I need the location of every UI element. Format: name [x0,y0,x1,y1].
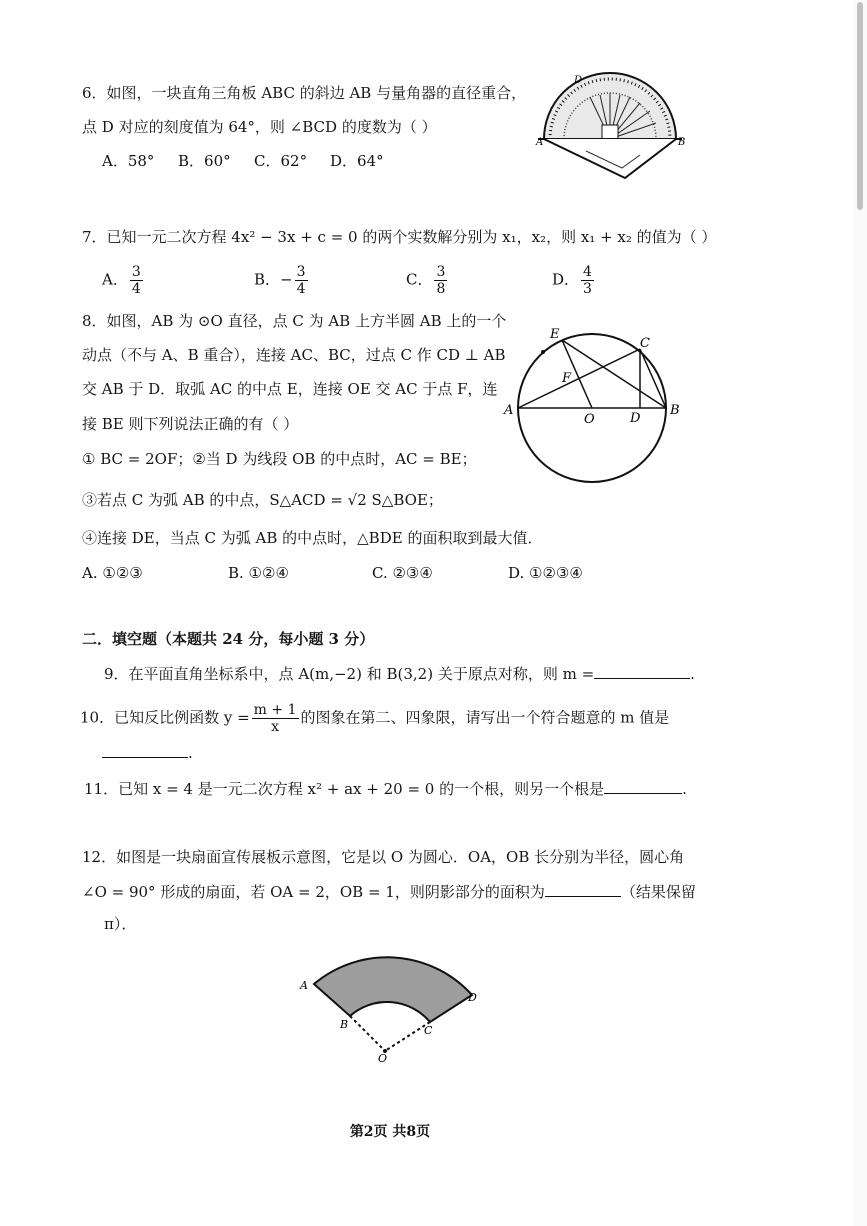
fig8-label-f: F [562,371,572,386]
segment-ob [350,1016,385,1051]
q8-line-2: 动点（不与 A、B 重合），连接 AC、BC，过点 C 作 CD ⊥ AB [82,346,506,364]
q7-option-a-fraction [130,264,143,297]
q7-option-a [102,264,145,297]
q7-option-b-den: 4 [296,281,306,297]
q7-option-d-fraction [581,264,594,297]
circle-figure [500,322,690,486]
q7-option-b-num: 3 [296,264,306,280]
q6-option-a: A．58° [102,152,155,170]
q7-option-c-fraction [434,264,447,297]
q7-option-b-fraction [295,264,308,297]
q8-line-1: 8．如图，AB 为 ⊙O 直径，点 C 为 AB 上方半圆 AB 上的一个 [82,312,507,330]
q10-end: . [188,744,193,762]
fig8-label-e: E [550,327,560,342]
fig8-label-b: B [670,403,680,418]
fig8-label-d: D [630,411,641,426]
q7-option-a-num: 3 [131,264,141,280]
q10-answer-blank[interactable] [102,743,188,758]
set-square [544,139,676,178]
q10-num: m + 1 [253,702,297,718]
q12-line-3: π）． [104,915,137,933]
q7-option-d [552,264,596,297]
arc-dot [541,350,545,354]
q7-option-c [406,264,449,297]
fig12-label-o: O [378,1052,388,1065]
q7-option-d-num: 4 [583,264,592,280]
q7-option-a-label: A． [102,270,128,289]
q7-stem: 7．已知一元二次方程 4x² − 3x + c = 0 的两个实数解分别为 x₁，x₂，则 x₁ + x₂ 的值为（ ） [82,228,717,246]
q8-statement-4: ④连接 DE，当点 C 为弧 AB 的中点时，△BDE 的面积取到最大值． [82,529,543,547]
q7-option-b-sign: − [280,270,293,289]
fig6-label-a: A [536,137,544,148]
q9-text: 9．在平面直角坐标系中，点 A(m,−2) 和 B(3,2) 关于原点对称，则 m = [104,665,595,683]
vertical-scrollbar[interactable] [853,0,867,1226]
shaded-sector [314,957,472,1022]
fig12-label-c: C [424,1024,433,1037]
q6-line-2: 点 D 对应的刻度值为 64°，则 ∠BCD 的度数为（ ） [82,118,437,136]
q9 [104,663,695,685]
q8-statement-1-2: ① BC = 2OF；②当 D 为线段 OB 的中点时，AC = BE； [82,450,477,468]
q8-statement-3: ③若点 C 为弧 AB 的中点，S△ACD = √2 S△BOE； [82,491,443,509]
q7-option-b [254,264,310,297]
section-2-title: 二．填空题（本题共 24 分，每小题 3 分） [82,630,375,648]
q12-line-2a: ∠O = 90° 形成的扇面，若 OA = 2，OB = 1，则阴影部分的面积为 [82,883,545,901]
q8-line-3: 交 AB 于 D．取弧 AC 的中点 E，连接 OE 交 AC 于点 F，连 [82,380,498,398]
q11-end: . [682,780,687,798]
fig8-label-o: O [584,412,595,427]
q7-option-d-den: 3 [583,281,592,297]
q9-end: . [690,665,695,683]
q8-line-4: 接 BE 则下列说法正确的有（ ） [82,415,299,433]
fig8-label-a: A [504,403,514,418]
q6-option-b: B．60° [178,152,231,170]
q8-option-a: A. ①②③ [82,564,143,582]
q10-answer-line [102,742,193,764]
fig12-label-b: B [340,1018,349,1031]
q12-answer-blank[interactable] [545,882,621,897]
fig6-label-d: D [574,75,583,86]
q10-post: 的图象在第二、四象限，请写出一个符合题意的 m 值是 [300,708,670,727]
protractor-figure [530,65,690,185]
q7-option-c-num: 3 [436,264,446,280]
q12-line-2b: （结果保留 [620,883,696,901]
q10-fraction [252,702,299,735]
q10-den: x [271,719,280,735]
fan-figure [292,940,492,1065]
fig8-label-c: C [640,336,650,351]
q8-option-d: D. ①②③④ [508,564,583,582]
q7-option-d-label: D． [552,270,580,289]
page-footer: 第2页 共8页 [349,1124,431,1140]
fig12-label-d: D [468,991,477,1004]
protractor-center-mark [602,125,618,139]
q7-option-a-den: 4 [131,281,141,297]
q7-option-c-den: 8 [436,281,446,297]
q9-answer-blank[interactable] [594,664,690,679]
q11 [84,778,687,800]
q8-option-b: B. ①②④ [228,564,289,582]
q6-option-c: C．62° [254,152,308,170]
q6-option-d: D．64° [330,152,384,170]
q10 [80,702,669,735]
q11-answer-blank[interactable] [604,779,682,794]
q10-pre: 10．已知反比例函数 y = [80,708,250,727]
q12-line-2 [82,881,696,903]
q8-option-c: C. ②③④ [372,564,433,582]
fig6-label-b: B [678,137,686,148]
q11-text: 11．已知 x = 4 是一元二次方程 x² + ax + 20 = 0 的一个根，则另一个根是 [84,780,605,798]
q6-line-1: 6．如图，一块直角三角板 ABC 的斜边 AB 与量角器的直径重合， [82,84,527,102]
q7-option-b-label: B． [254,270,281,289]
q7-option-c-label: C． [406,270,433,289]
scrollbar-thumb[interactable] [857,2,863,210]
q12-line-1: 12．如图是一块扇面宣传展板示意图，它是以 O 为圆心．OA，OB 长分别为半径，圆心角 [82,848,685,866]
fig12-label-a: A [300,979,308,992]
